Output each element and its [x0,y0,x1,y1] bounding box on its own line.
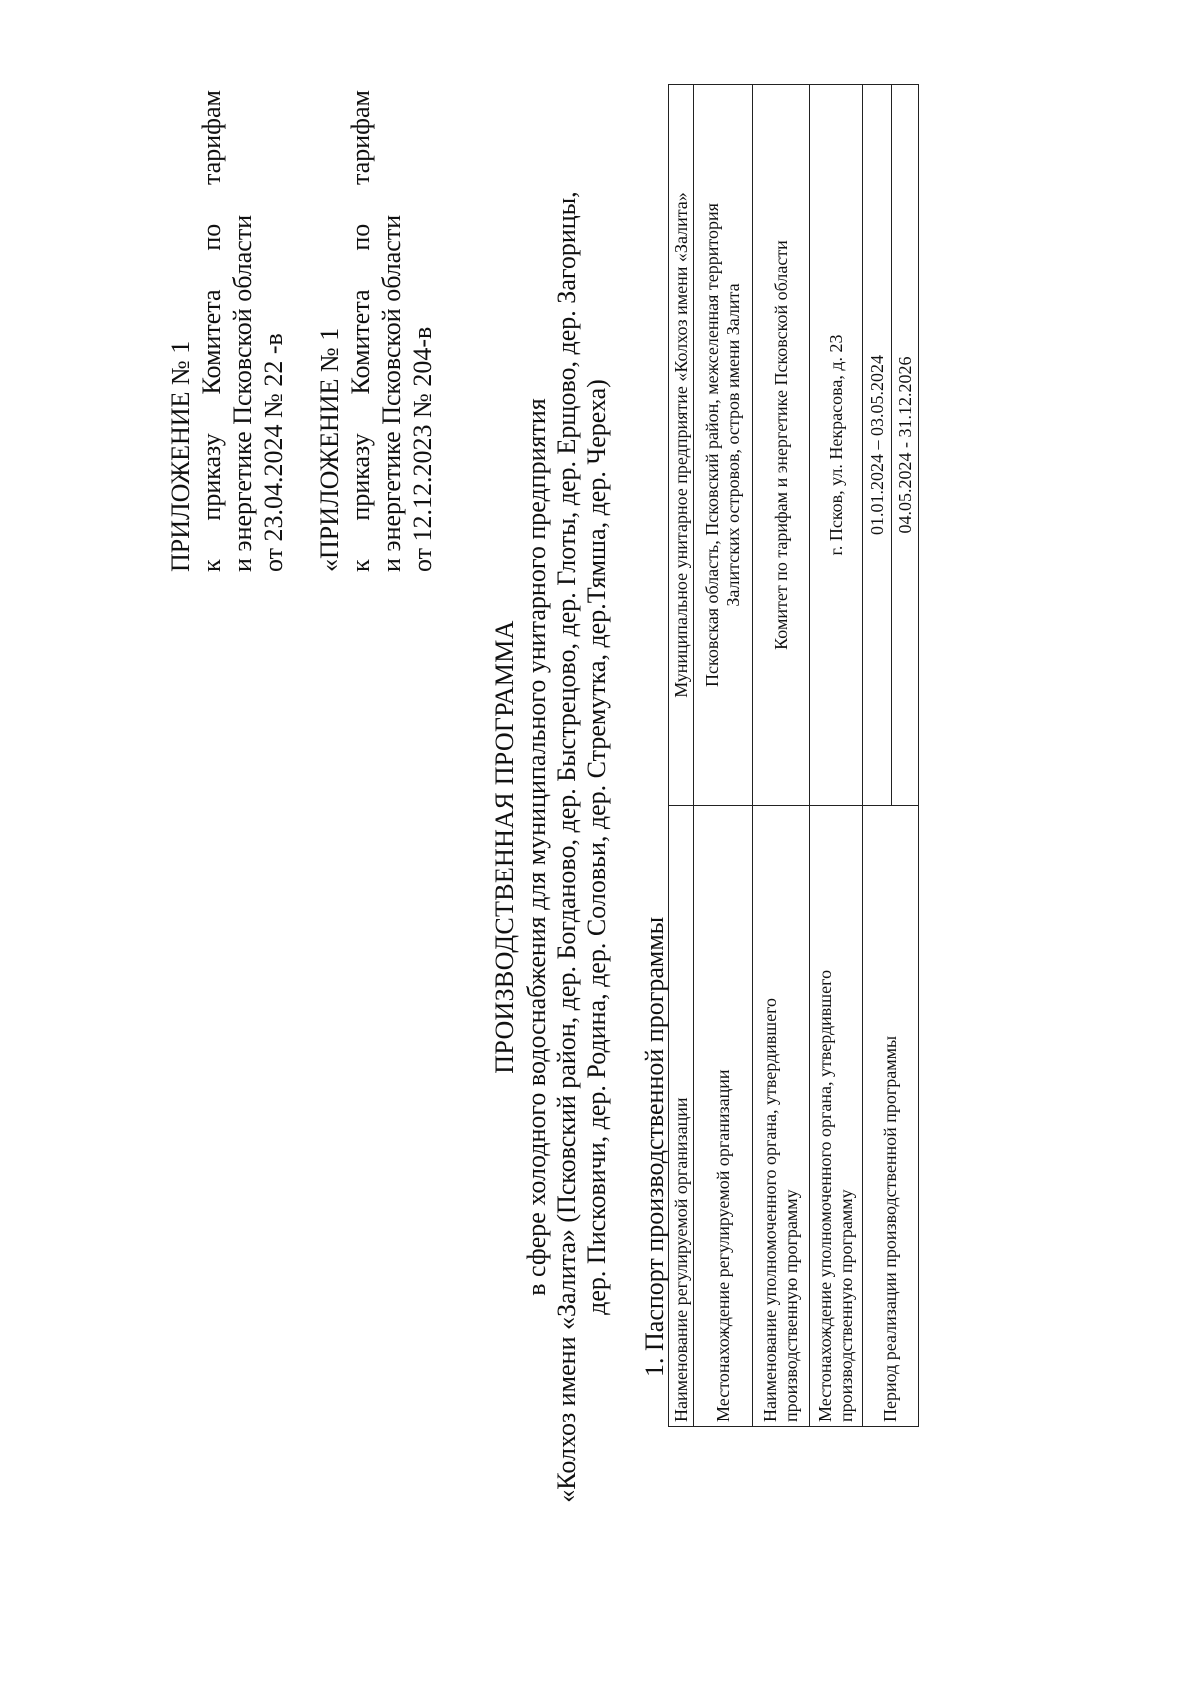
appendix-previous [314,90,438,572]
table-row [694,85,753,1427]
passport-table [668,84,919,1427]
table-row [669,85,694,1427]
appendix-date-line: от 23.04.2024 № 22 -в [259,333,288,572]
row-value [694,85,753,806]
row-value: Муниципальное унитарное предприятие «Колхоз имени «Залита» [669,85,694,806]
appendix-order-line [196,90,227,572]
passport-heading: 1. Паспорт производственной программы [640,916,669,1377]
period-value: 04.05.2024 - 31.12.2026 [892,85,919,806]
appendix-committee-line: и энергетике Псковской области [228,214,257,572]
word: приказу [346,433,375,521]
row-label [753,806,810,1427]
word: по [197,223,226,251]
row-value: г. Псков, ул. Некрасова, д. 23 [810,85,863,806]
value-line: Псковская область, Псковский район, межселенная территория [702,203,722,687]
appendix-order-line [345,90,376,572]
program-title-block [490,77,612,1617]
label-line: Местонахождение уполномоченного органа, утвердившего [815,969,835,1422]
label-line: Наименование уполномоченного органа, утвердившего [760,997,780,1422]
label-line: производственную программу [836,1189,856,1422]
appendix-current [165,90,289,572]
program-title: ПРОИЗВОДСТВЕННАЯ ПРОГРАММА [490,620,519,1074]
row-label: Местонахождение регулируемой организации [694,806,753,1427]
period-value: 01.01.2024 – 03.05.2024 [863,85,892,806]
row-label [810,806,863,1427]
word: Комитета [197,289,226,395]
word: тарифам [346,90,375,185]
label-line: производственную программу [781,1189,801,1422]
word: по [346,223,375,251]
appendix-title: «ПРИЛОЖЕНИЕ № 1 [315,327,344,572]
appendix-title: ПРИЛОЖЕНИЕ № 1 [166,340,195,572]
appendix-date-line: от 12.12.2023 № 204-в [408,326,437,572]
word: к [346,559,375,572]
word: к [197,559,226,572]
word: тарифам [197,90,226,185]
table-row [810,85,863,1427]
appendix-committee-line: и энергетике Псковской области [377,214,406,572]
row-label: Период реализации производственной программы [863,806,919,1427]
program-subtitle-line: «Колхоз имени «Залита» (Псковский район, дер. Богданово, дер. Быстрецово, дер. Глоты, дер. Ерщово, дер. Загорицы, [552,191,581,1503]
word: Комитета [346,289,375,395]
row-label: Наименование регулируемой организации [669,806,694,1427]
value-line: Залитских островов, остров имени Залита [723,283,743,607]
word: приказу [197,433,226,521]
row-value: Комитет по тарифам и энергетике Псковской области [753,85,810,806]
program-subtitle-line: в сфере холодного водоснабжения для муниципального унитарного предприятия [522,398,551,1296]
program-subtitle-line: дер. Писковичи, дер. Родина, дер. Соловьи, дер. Стремутка, дер.Тямша, дер. Череха) [582,379,611,1315]
table-row [863,85,892,1427]
table-row [753,85,810,1427]
